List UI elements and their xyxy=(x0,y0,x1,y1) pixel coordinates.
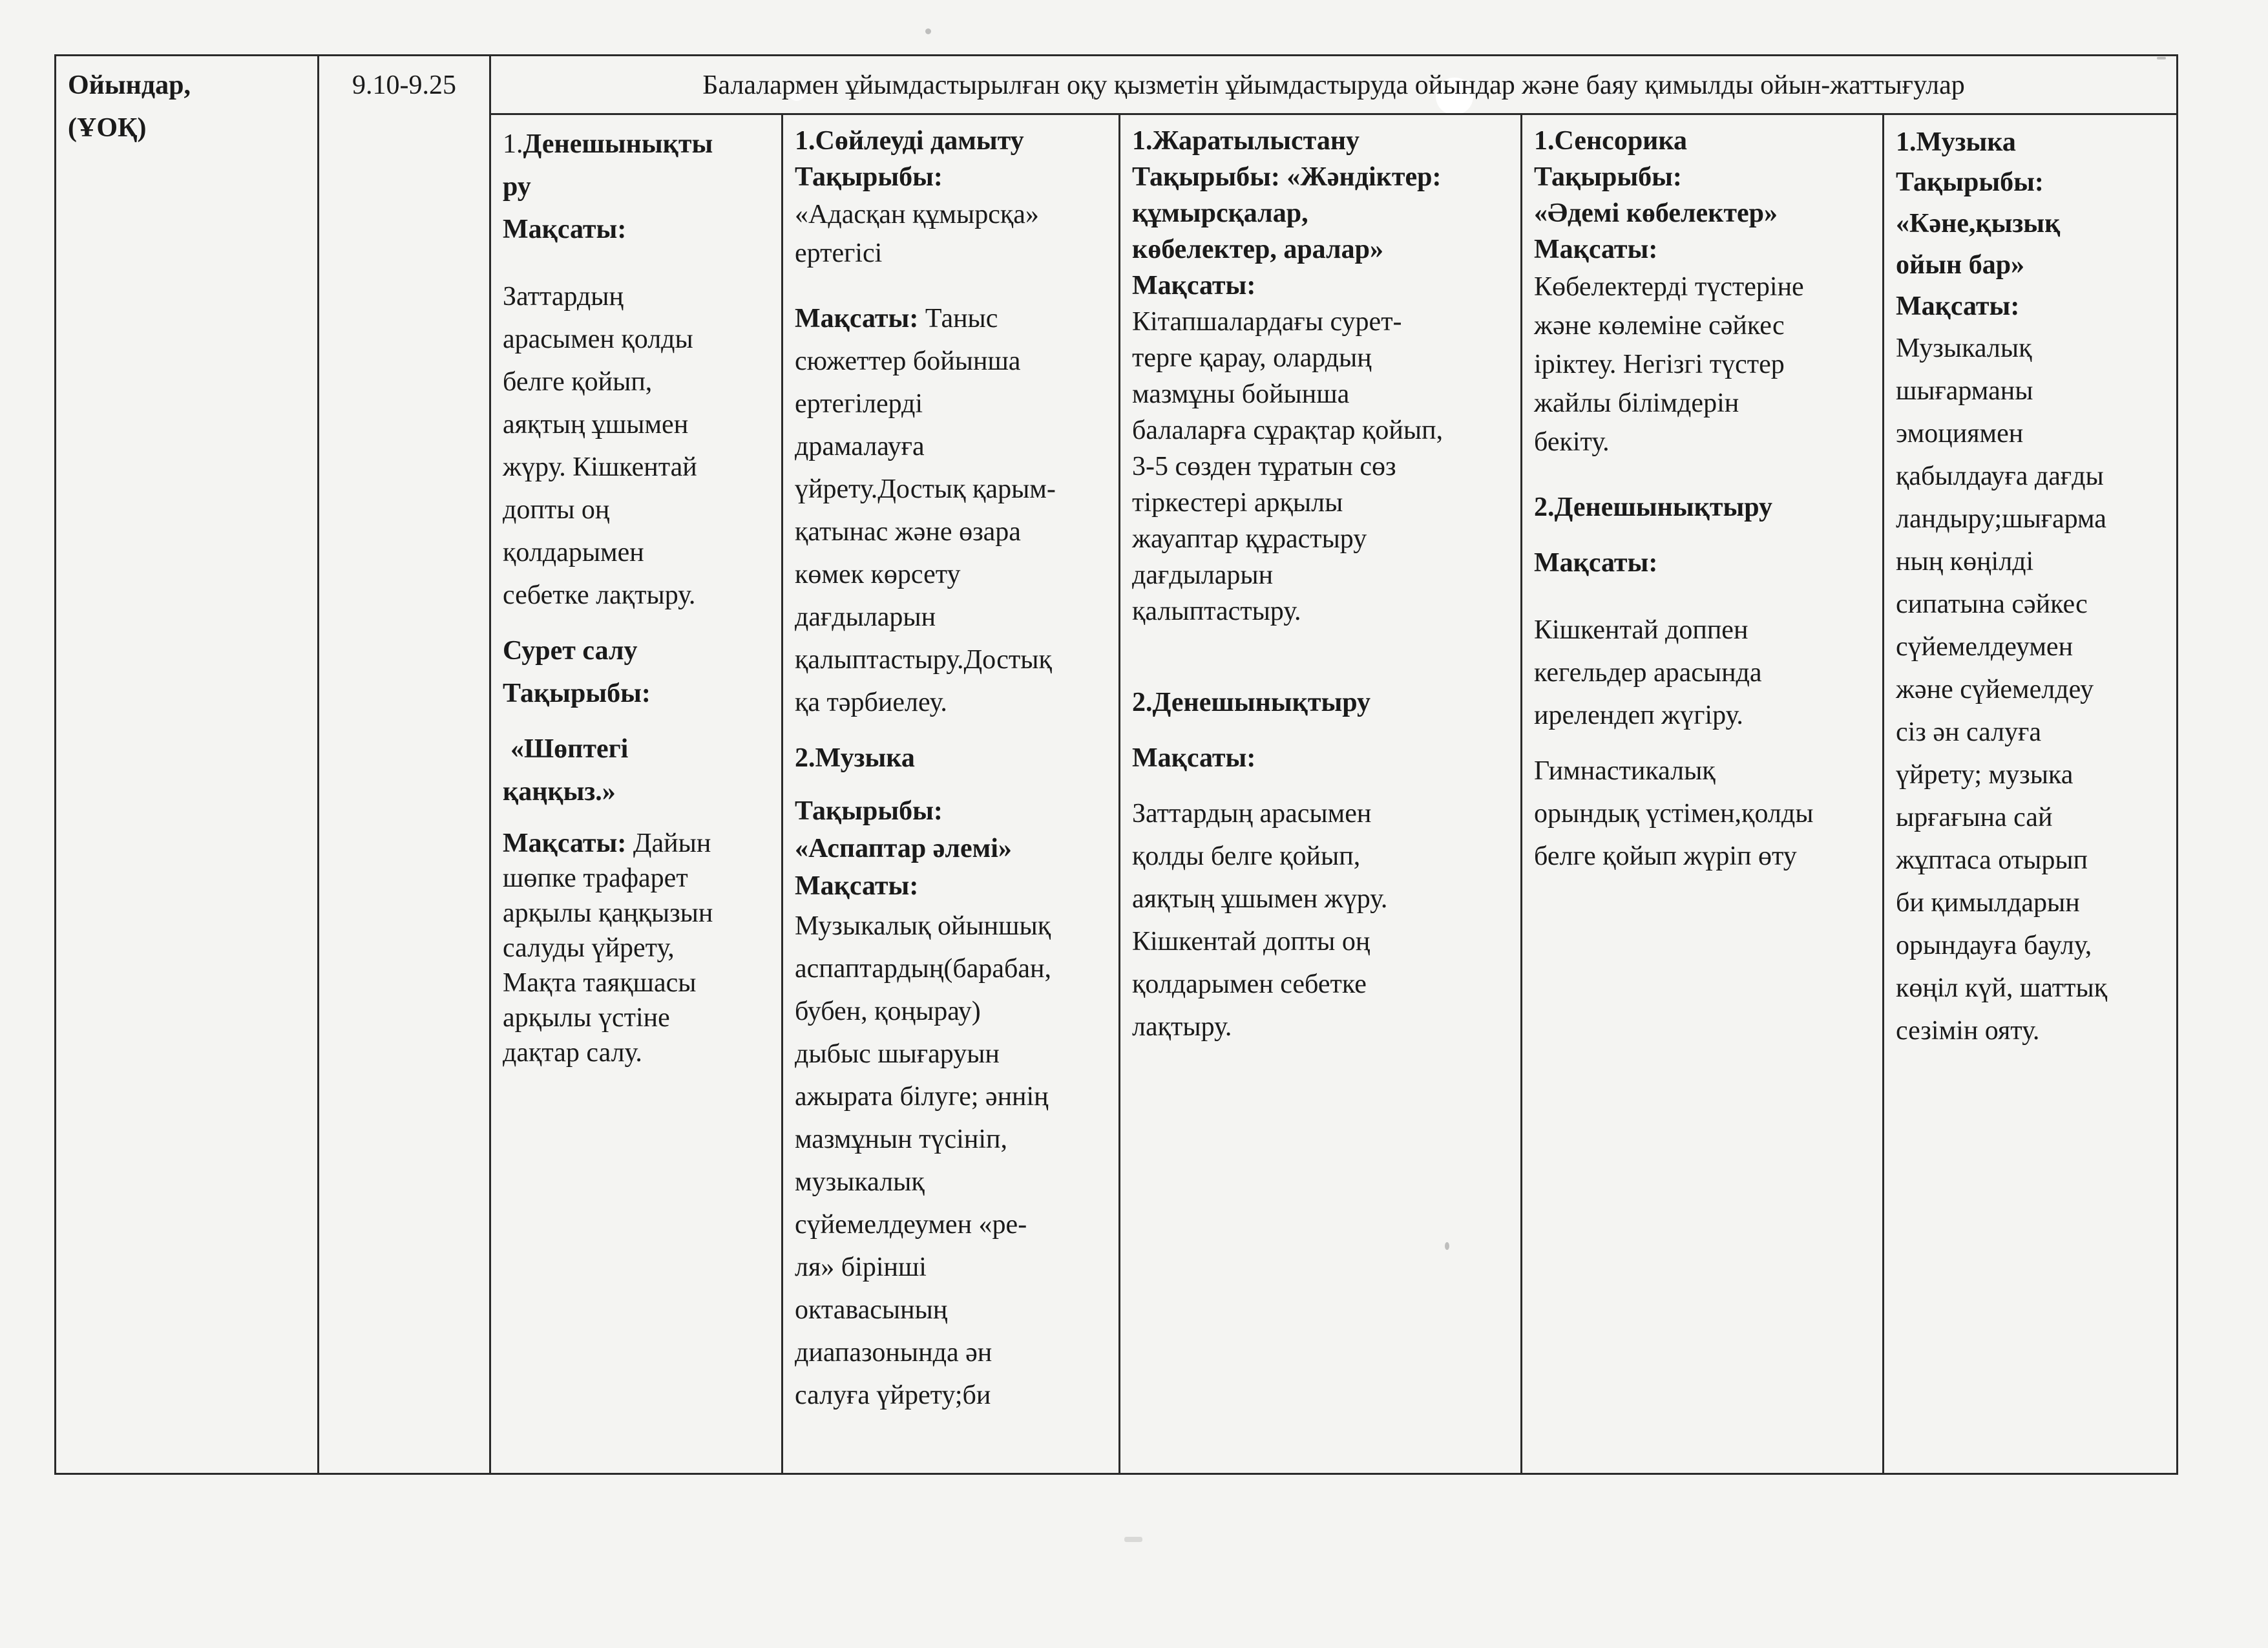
activity-title: 1.Жаратылыстану xyxy=(1132,126,1360,156)
goal-text: жұптаса отырып xyxy=(1896,845,2088,875)
scan-speck xyxy=(925,28,931,34)
goal-text: допты оң xyxy=(503,495,610,525)
goal-text: ның көңілді xyxy=(1896,547,2034,576)
goal-line: Мақсаты: Дайын xyxy=(503,829,711,858)
activity-title: 1.Денешынықты xyxy=(503,129,713,159)
goal-text: драмалауға xyxy=(795,432,925,461)
goal-text-2: Мақта таяқшасы xyxy=(503,968,697,998)
goal-text-2: Кішкентай доппен xyxy=(1534,615,1748,645)
topic-value: «Шөптегі xyxy=(510,734,629,764)
section-title: Ойындар, xyxy=(68,70,191,100)
goal-text: үйрету; музыка xyxy=(1896,760,2074,790)
topic-label: Тақырыбы: xyxy=(503,679,651,708)
section-title-cell xyxy=(56,56,319,1474)
goal-text: қатынас және өзара xyxy=(795,517,1021,547)
goal-line: Мақсаты: Таныс xyxy=(795,304,998,333)
goal-text: ертегілерді xyxy=(795,389,923,419)
goal-text: сіз ән салуға xyxy=(1896,717,2042,747)
topic-label-2: Тақырыбы: xyxy=(795,796,943,826)
goal-label: Мақсаты: xyxy=(1534,235,1658,264)
topic-value: «Кәне,қызық xyxy=(1896,209,2061,238)
goal-text: үйрету.Достық қарым- xyxy=(795,474,1056,504)
goal-text-2: музыкалық xyxy=(795,1167,925,1197)
topic-value-cont: қаңқыз.» xyxy=(503,777,616,807)
goal-text: эмоциямен xyxy=(1896,419,2024,449)
goal-text-2: кегельдер арасында xyxy=(1534,658,1762,688)
goal-text: және сүйемелдеу xyxy=(1896,675,2094,704)
goal-text: терге қарау, олардың xyxy=(1132,343,1372,373)
goal-text-2: ирелендеп жүгіру. xyxy=(1534,701,1743,730)
goal-text: дағдыларын xyxy=(1132,560,1274,590)
topic-value: ертегісі xyxy=(795,238,883,268)
topic-value: көбелектер, аралар» xyxy=(1132,235,1383,264)
goal-text: 3-5 сөзден тұратын сөз xyxy=(1132,452,1396,481)
time-cell xyxy=(319,56,490,1474)
goal-text: балаларға сұрақтар қойып, xyxy=(1132,416,1444,445)
goal-label: Мақсаты: xyxy=(503,215,627,244)
goal-text: көңіл күй, шаттық xyxy=(1896,973,2108,1003)
header-cell xyxy=(490,56,2178,114)
goal-text: қалыптастыру.Достық xyxy=(795,645,1052,675)
goal-text: би қимылдарын xyxy=(1896,888,2080,918)
goal-text: және көлеміне сәйкес xyxy=(1534,311,1785,341)
goal-text: қабылдауға дағды xyxy=(1896,461,2104,491)
goal-text: көмек көрсету xyxy=(795,560,961,589)
day-column-2 xyxy=(782,114,1120,1474)
goal-text-3: белге қойып жүріп өту xyxy=(1534,841,1797,871)
day-column-5 xyxy=(1884,114,2178,1474)
time-range: 9.10-9.25 xyxy=(352,70,456,100)
goal-text-2: қолдарымен себетке xyxy=(1132,969,1367,999)
topic-value: ойын бар» xyxy=(1896,250,2025,280)
goal-text: қалыптастыру. xyxy=(1132,597,1301,626)
goal-text: арасымен қолды xyxy=(503,324,693,354)
goal-text: мазмұны бойынша xyxy=(1132,379,1350,409)
header-text: Балалармен ұйымдастырылған оқу қызметін ұйымдастыруда ойындар және баяу қимылды ойын-жаттығулар xyxy=(702,70,1965,100)
goal-text-2: Заттардың арасымен xyxy=(1132,799,1372,829)
goal-text: Көбелектерді түстеріне xyxy=(1534,272,1804,302)
goal-label-2: Мақсаты: xyxy=(1132,743,1256,773)
goal-text-2: ажырата білуге; әннің xyxy=(795,1082,1049,1112)
activity-title-2: 2.Денешынықтыру xyxy=(1132,688,1371,717)
goal-text-2: октавасының xyxy=(795,1295,948,1325)
goal-label: Мақсаты: xyxy=(1132,271,1256,301)
section-subtitle: (ҰОҚ) xyxy=(68,113,147,143)
goal-label-2: Мақсаты: xyxy=(1534,548,1658,578)
goal-text: сипатына сәйкес xyxy=(1896,589,2088,619)
goal-text-2: бубен, қоңырау) xyxy=(795,997,981,1026)
goal-text: тіркестері арқылы xyxy=(1132,488,1343,518)
goal-text-2: дақтар салу. xyxy=(503,1038,642,1068)
goal-text-2: Кішкентай допты оң xyxy=(1132,927,1370,956)
goal-text-3: Гимнастикалық xyxy=(1534,756,1716,786)
goal-text: іріктеу. Негізгі түстер xyxy=(1534,350,1785,379)
topic-label: Тақырыбы: «Жәндіктер: xyxy=(1132,162,1442,192)
goal-text-2: диапазонында ән xyxy=(795,1338,992,1368)
topic-label: Тақырыбы: xyxy=(795,162,943,192)
goal-text: Музыкалық xyxy=(1896,333,2032,363)
activity-title: 1.Музыка xyxy=(1896,127,2016,157)
goal-label: Мақсаты: xyxy=(1896,291,2020,321)
scan-speck xyxy=(1124,1537,1142,1542)
goal-text-2: лақтыру. xyxy=(1132,1012,1232,1042)
goal-text-2: қолды белге қойып, xyxy=(1132,841,1361,871)
goal-text-2: сүйемелдеумен «ре- xyxy=(795,1210,1027,1240)
goal-text-2: салуды үйрету, xyxy=(503,933,675,963)
activity-title-2: 2.Денешынықтыру xyxy=(1534,492,1773,522)
goal-text-2: ля» бірінші xyxy=(795,1252,927,1282)
topic-value: құмырсқалар, xyxy=(1132,198,1308,228)
goal-text: себетке лақтыру. xyxy=(503,580,696,610)
goal-text: сүйемелдеумен xyxy=(1896,632,2074,662)
day-column-1 xyxy=(490,114,782,1474)
goal-text: дағдыларын xyxy=(795,602,936,632)
goal-text: Кітапшалардағы сурет- xyxy=(1132,307,1402,337)
goal-text-2: дыбыс шығаруын xyxy=(795,1039,1000,1069)
goal-text-2: арқылы қаңқызын xyxy=(503,898,713,928)
goal-text-2: мазмұнын түсініп, xyxy=(795,1125,1007,1154)
goal-text: жайлы білімдерін xyxy=(1534,388,1739,418)
goal-text: сюжеттер бойынша xyxy=(795,346,1021,376)
day-column-4 xyxy=(1522,114,1884,1474)
goal-text: белге қойып, xyxy=(503,367,653,397)
topic-value-2: «Аспаптар әлемі» xyxy=(795,834,1012,863)
topic-value: «Адасқан құмырсқа» xyxy=(795,200,1039,229)
schedule-table xyxy=(54,54,2178,1475)
goal-text: қолдарымен xyxy=(503,538,644,567)
goal-text-2: аяқтың ұшымен жүру. xyxy=(1132,884,1388,914)
activity-title-2: Сурет салу xyxy=(503,636,638,666)
goal-text-3: орындық үстімен,қолды xyxy=(1534,799,1814,829)
topic-label: Тақырыбы: xyxy=(1896,167,2044,197)
goal-text: орындауға баулу, xyxy=(1896,931,2092,960)
goal-text-2: арқылы үстіне xyxy=(503,1003,670,1033)
goal-text: аяқтың ұшымен xyxy=(503,410,689,439)
goal-text-2: шөпке трафарет xyxy=(503,863,688,893)
day-column-3 xyxy=(1120,114,1522,1474)
goal-text-2: салуға үйрету;би xyxy=(795,1380,991,1410)
goal-text: бекіту. xyxy=(1534,427,1610,457)
activity-title-2: 2.Музыка xyxy=(795,743,915,773)
activity-title-cont: ру xyxy=(503,172,531,202)
goal-label-2: Мақсаты: xyxy=(795,871,919,901)
activity-title: 1.Сенсорика xyxy=(1534,126,1687,156)
goal-text: жауаптар құрастыру xyxy=(1132,524,1367,554)
goal-text-2: аспаптардың(барабан, xyxy=(795,954,1051,984)
goal-text: ырғағына сай xyxy=(1896,803,2053,832)
goal-text: қа тәрбиелеу. xyxy=(795,688,947,717)
goal-text: шығарманы xyxy=(1896,376,2033,406)
topic-value: «Әдемі көбелектер» xyxy=(1534,198,1778,228)
goal-text: жүру. Кішкентай xyxy=(503,452,697,482)
activity-title: 1.Сөйлеуді дамыту xyxy=(795,126,1024,156)
goal-text-2: Музыкалық ойыншық xyxy=(795,911,1051,941)
topic-label: Тақырыбы: xyxy=(1534,162,1682,192)
goal-text: Заттардың xyxy=(503,282,624,312)
goal-text: ландыру;шығарма xyxy=(1896,504,2106,534)
goal-text: сезімін ояту. xyxy=(1896,1016,2040,1046)
